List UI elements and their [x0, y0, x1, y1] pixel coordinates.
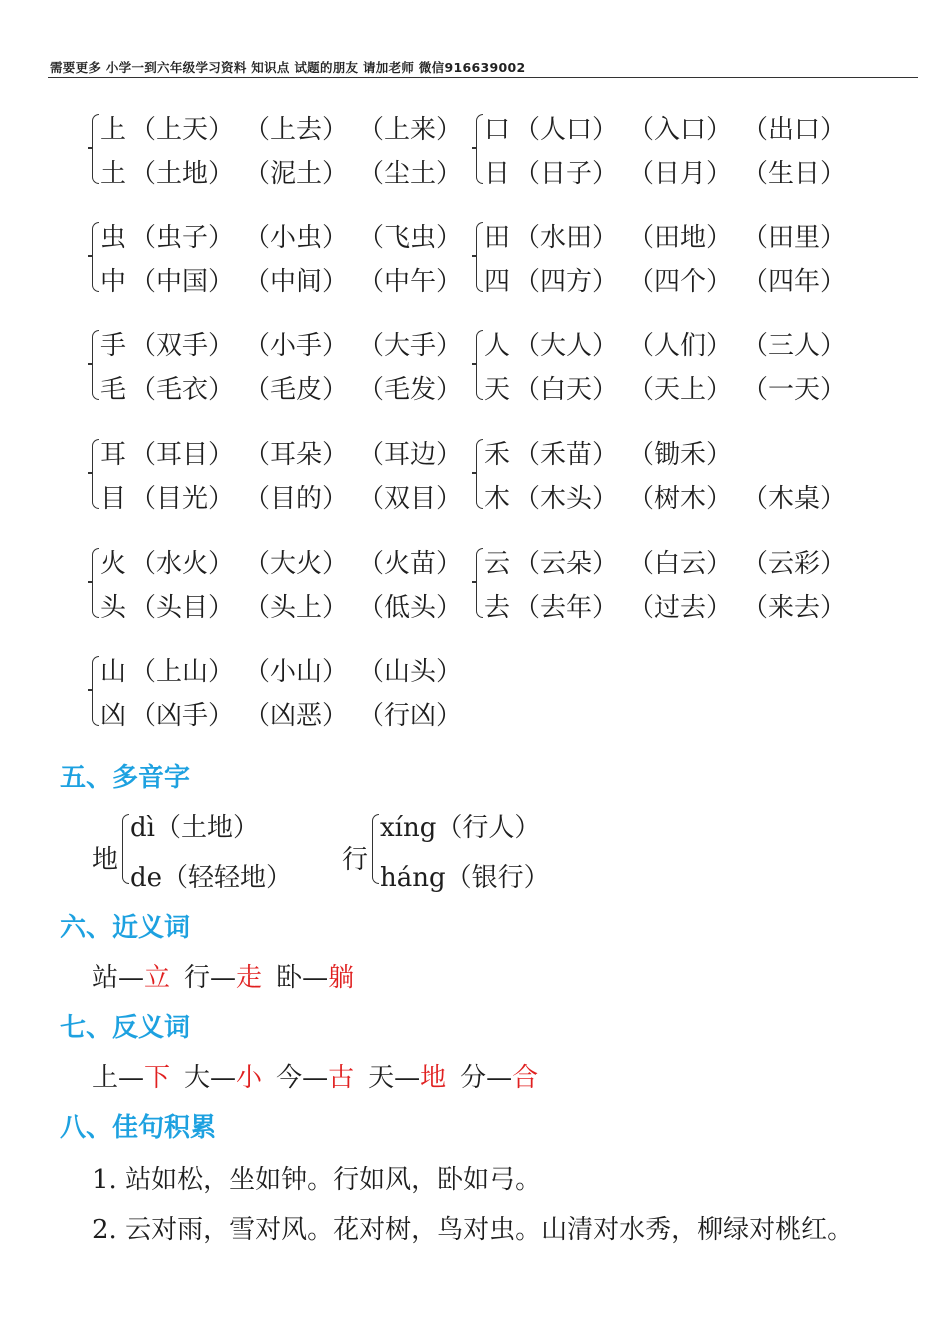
- compound-word: （大火）: [244, 549, 349, 579]
- brace: [92, 439, 99, 509]
- compound-word: （低头）: [358, 593, 463, 623]
- compound-word: （上天）: [130, 115, 235, 145]
- brace: [92, 548, 99, 618]
- compound-word: （双手）: [130, 331, 235, 361]
- compound-word: （毛皮）: [244, 375, 349, 405]
- polyphone-reading: háng（银行）: [380, 863, 550, 893]
- dash-separator: —: [486, 1063, 513, 1093]
- compound-word: （三人）: [742, 331, 847, 361]
- compound-word: （上去）: [244, 115, 349, 145]
- base-char: 目: [100, 484, 127, 514]
- base-char: 田: [484, 223, 511, 253]
- word-group: [92, 218, 472, 298]
- word-a: 行: [184, 963, 211, 993]
- compound-word: （目光）: [130, 484, 235, 514]
- compound-word: （头目）: [130, 593, 235, 623]
- compound-word: （凶手）: [130, 701, 235, 731]
- word-row: [484, 218, 856, 258]
- base-char: 禾: [484, 440, 511, 470]
- section-title-antonyms: 七、反义词: [60, 1013, 191, 1043]
- brace: [476, 548, 483, 618]
- word-row: [100, 262, 472, 302]
- word-row: [100, 370, 472, 410]
- base-char: 天: [484, 375, 511, 405]
- compound-word: （木头）: [514, 484, 619, 514]
- compound-word: （田地）: [628, 223, 733, 253]
- polyphone-char: 地: [92, 845, 119, 875]
- compound-word: （木桌）: [742, 484, 847, 514]
- word-row: [100, 110, 472, 150]
- compound-word: （小虫）: [244, 223, 349, 253]
- word-a: 今: [276, 1063, 303, 1093]
- base-char: 火: [100, 549, 127, 579]
- answer-word: 古: [328, 1063, 355, 1093]
- base-char: 凶: [100, 701, 127, 731]
- synonyms-line: [92, 958, 368, 998]
- base-char: 去: [484, 593, 511, 623]
- word-group: [476, 218, 856, 298]
- brace: [122, 814, 129, 884]
- brace: [92, 222, 99, 292]
- answer-word: 小: [236, 1063, 263, 1093]
- compound-word: （四方）: [514, 267, 619, 297]
- polyphone-reading: xíng（行人）: [380, 813, 541, 843]
- compound-word: （飞虫）: [358, 223, 463, 253]
- word-row: [484, 435, 856, 475]
- word-row: [484, 544, 856, 584]
- compound-word: （树木）: [628, 484, 733, 514]
- section-title-polyphones: 五、多音字: [60, 763, 191, 793]
- compound-word: （上山）: [130, 657, 235, 687]
- compound-word: （大人）: [514, 331, 619, 361]
- polyphone-di: [92, 808, 322, 898]
- compound-word: （四年）: [742, 267, 847, 297]
- compound-word: （山头）: [358, 657, 463, 687]
- section-title-synonyms: 六、近义词: [60, 913, 191, 943]
- base-char: 手: [100, 331, 127, 361]
- brace: [92, 656, 99, 726]
- compound-word: （入口）: [628, 115, 733, 145]
- word-row: [484, 370, 856, 410]
- word-row: [100, 326, 472, 366]
- word-group: [476, 435, 856, 515]
- base-char: 毛: [100, 375, 127, 405]
- antonym-pair: [92, 1058, 170, 1098]
- brace: [476, 330, 483, 400]
- word-row: [484, 326, 856, 366]
- header-divider: [48, 77, 918, 78]
- compound-word: （白云）: [628, 549, 733, 579]
- base-char: 中: [100, 267, 127, 297]
- compound-word: （虫子）: [130, 223, 235, 253]
- compound-word: （四个）: [628, 267, 733, 297]
- compound-word: （耳朵）: [244, 440, 349, 470]
- base-char: 口: [484, 115, 511, 145]
- base-char: 云: [484, 549, 511, 579]
- compound-word: （去年）: [514, 593, 619, 623]
- answer-word: 地: [420, 1063, 447, 1093]
- compound-word: （白天）: [514, 375, 619, 405]
- compound-word: （日子）: [514, 159, 619, 189]
- word-row: [100, 696, 472, 736]
- word-a: 天: [368, 1063, 395, 1093]
- synonym-pair: [92, 958, 170, 998]
- section-title-sentences: 八、佳句积累: [60, 1113, 217, 1143]
- antonym-pair: [184, 1058, 262, 1098]
- word-group: [92, 110, 472, 190]
- word-row: [100, 652, 472, 692]
- brace: [476, 222, 483, 292]
- base-char: 人: [484, 331, 511, 361]
- compound-word: （头上）: [244, 593, 349, 623]
- answer-word: 下: [144, 1063, 171, 1093]
- word-a: 大: [184, 1063, 211, 1093]
- word-a: 卧: [276, 963, 303, 993]
- compound-word: （生日）: [742, 159, 847, 189]
- compound-word: （禾苗）: [514, 440, 619, 470]
- antonym-pair: [460, 1058, 538, 1098]
- polyphone-char: 行: [342, 845, 369, 875]
- compound-word: （大手）: [358, 331, 463, 361]
- compound-word: （出口）: [742, 115, 847, 145]
- base-char: 土: [100, 159, 127, 189]
- answer-word: 躺: [328, 963, 355, 993]
- polyphone-xing: [342, 808, 572, 898]
- compound-word: （过去）: [628, 593, 733, 623]
- compound-word: （水火）: [130, 549, 235, 579]
- brace: [476, 114, 483, 184]
- compound-word: （人们）: [628, 331, 733, 361]
- word-row: [100, 435, 472, 475]
- word-row: [484, 262, 856, 302]
- compound-word: （来去）: [742, 593, 847, 623]
- base-char: 头: [100, 593, 127, 623]
- compound-word: （中国）: [130, 267, 235, 297]
- word-a: 上: [92, 1063, 119, 1093]
- compound-word: （毛衣）: [130, 375, 235, 405]
- synonym-pair: [276, 958, 354, 998]
- compound-word: （行凶）: [358, 701, 463, 731]
- brace: [92, 330, 99, 400]
- compound-word: （天上）: [628, 375, 733, 405]
- word-row: [100, 154, 472, 194]
- word-group: [476, 544, 856, 624]
- dash-separator: —: [118, 1063, 145, 1093]
- compound-word: （一天）: [742, 375, 847, 405]
- base-char: 山: [100, 657, 127, 687]
- sentence-2: 2. 云对雨，雪对风。花对树，鸟对虫。山清对水秀，柳绿对桃红。: [92, 1215, 854, 1245]
- base-char: 耳: [100, 440, 127, 470]
- compound-word: （凶恶）: [244, 701, 349, 731]
- word-a: 站: [92, 963, 119, 993]
- word-group: [92, 652, 472, 732]
- dash-separator: —: [210, 1063, 237, 1093]
- compound-word: （土地）: [130, 159, 235, 189]
- polyphone-reading: de（轻轻地）: [130, 863, 293, 893]
- word-row: [100, 588, 472, 628]
- antonym-pair: [276, 1058, 354, 1098]
- brace: [92, 114, 99, 184]
- word-group: [476, 326, 856, 406]
- word-row: [484, 479, 856, 519]
- compound-word: （人口）: [514, 115, 619, 145]
- compound-word: （毛发）: [358, 375, 463, 405]
- word-group: [92, 544, 472, 624]
- word-group: [92, 435, 472, 515]
- dash-separator: —: [210, 963, 237, 993]
- word-group: [92, 326, 472, 406]
- polyphone-reading: dì（土地）: [130, 813, 259, 843]
- word-a: 分: [460, 1063, 487, 1093]
- brace: [372, 814, 379, 884]
- compound-word: （目的）: [244, 484, 349, 514]
- compound-word: （中午）: [358, 267, 463, 297]
- answer-word: 立: [144, 963, 171, 993]
- compound-word: （小手）: [244, 331, 349, 361]
- compound-word: （云彩）: [742, 549, 847, 579]
- antonyms-line: [92, 1058, 552, 1098]
- word-row: [100, 218, 472, 258]
- dash-separator: —: [118, 963, 145, 993]
- base-char: 虫: [100, 223, 127, 253]
- compound-word: （火苗）: [358, 549, 463, 579]
- brace: [476, 439, 483, 509]
- word-row: [484, 588, 856, 628]
- sentence-1: 1. 站如松，坐如钟。行如风，卧如弓。: [92, 1165, 542, 1195]
- base-char: 日: [484, 159, 511, 189]
- word-row: [484, 154, 856, 194]
- compound-word: （泥土）: [244, 159, 349, 189]
- answer-word: 走: [236, 963, 263, 993]
- word-row: [100, 544, 472, 584]
- compound-word: （云朵）: [514, 549, 619, 579]
- compound-word: （田里）: [742, 223, 847, 253]
- answer-word: 合: [512, 1063, 539, 1093]
- compound-word: （锄禾）: [628, 440, 733, 470]
- base-char: 四: [484, 267, 511, 297]
- compound-word: （水田）: [514, 223, 619, 253]
- antonym-pair: [368, 1058, 446, 1098]
- compound-word: （耳边）: [358, 440, 463, 470]
- compound-word: （双目）: [358, 484, 463, 514]
- compound-word: （中间）: [244, 267, 349, 297]
- base-char: 木: [484, 484, 511, 514]
- word-row: [484, 110, 856, 150]
- synonym-pair: [184, 958, 262, 998]
- dash-separator: —: [302, 1063, 329, 1093]
- compound-word: （耳目）: [130, 440, 235, 470]
- compound-word: （上来）: [358, 115, 463, 145]
- dash-separator: —: [394, 1063, 421, 1093]
- compound-word: （尘土）: [358, 159, 463, 189]
- page-header: 需要更多 小学一到六年级学习资料 知识点 试题的朋友 请加老师 微信916639002: [50, 60, 526, 75]
- compound-word: （小山）: [244, 657, 349, 687]
- word-group: [476, 110, 856, 190]
- word-row: [100, 479, 472, 519]
- base-char: 上: [100, 115, 127, 145]
- compound-word: （日月）: [628, 159, 733, 189]
- dash-separator: —: [302, 963, 329, 993]
